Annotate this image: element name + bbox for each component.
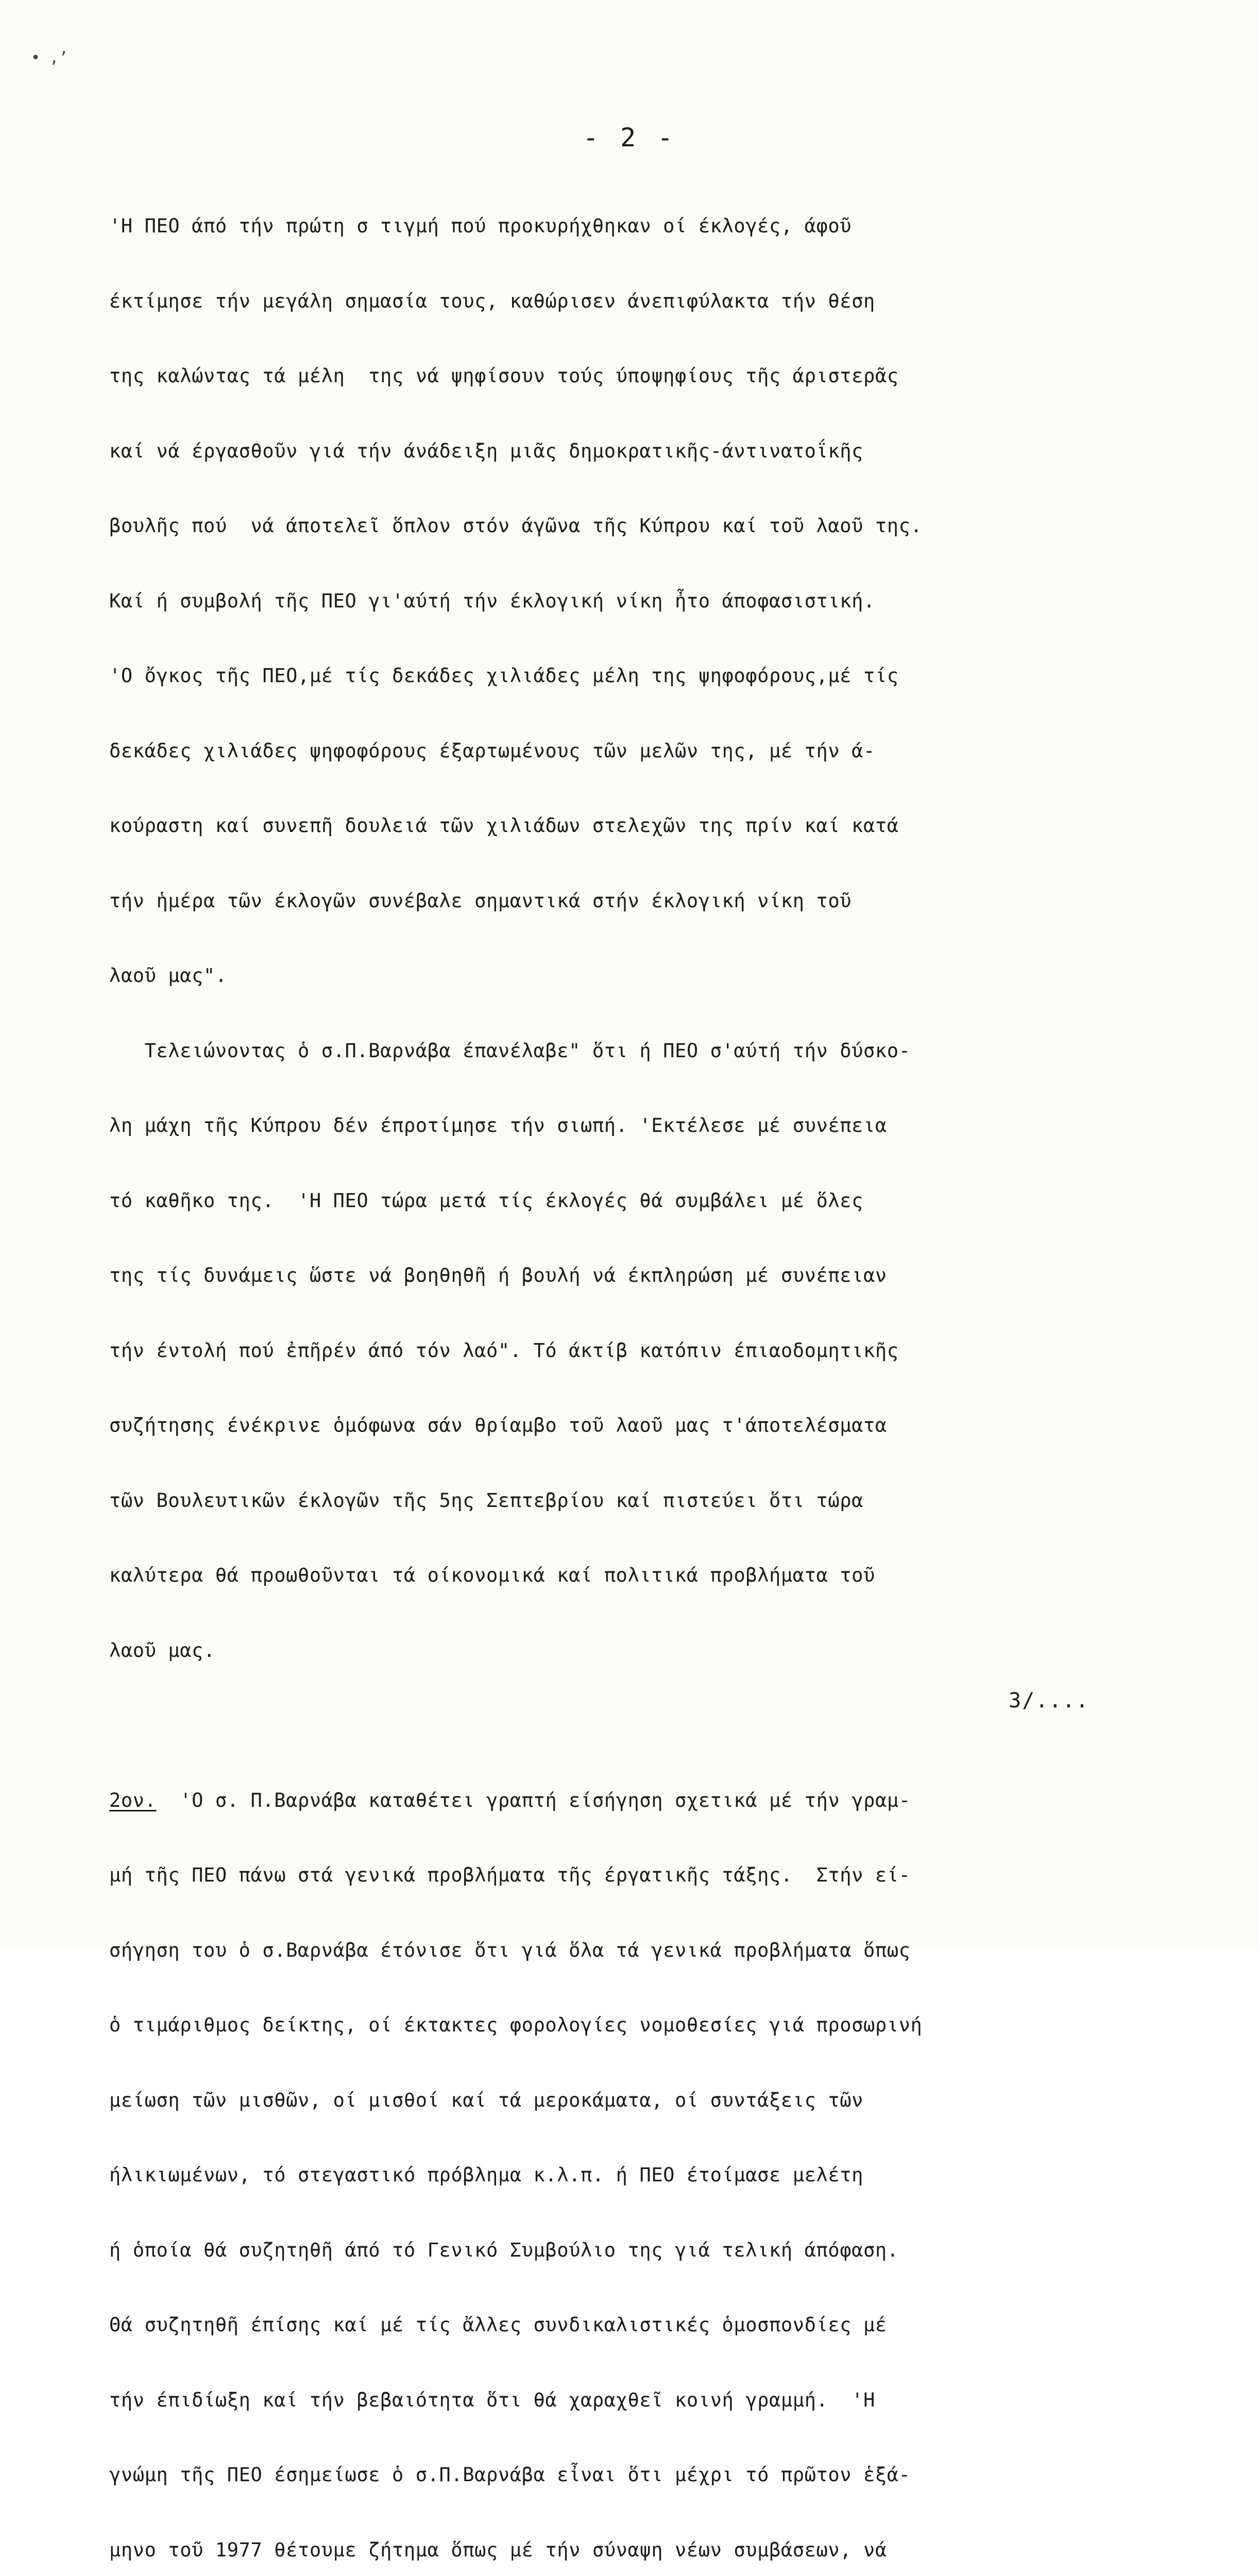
text-line: καί νά έργασθοῦν γιά τήν άνάδειξη μιᾶς δημοκρατικῆς-άντινατοΐκῆς <box>109 439 864 462</box>
text-line: μείωση τῶν μισθῶν, οί μισθοί καί τά μεροκάματα, οί συντάξεις τῶν <box>109 2089 864 2111</box>
text-line: βουλῆς πού νά άποτελεῖ ὅπλον στόν άγῶνα τῆς Κύπρου καί τοῦ λαοῦ της. <box>109 515 923 537</box>
text-line: 'Ο ὄγκος τῆς ΠΕΟ,μέ τίς δεκάδες χιλιάδες μέλη της ψηφοφόρους,μέ τίς <box>109 665 899 687</box>
text-line: λη μάχη τῆς Κύπρου δέν έπροτίμησε τήν σιωπή. 'Εκτέλεσε μέ συνέπεια <box>109 1114 887 1137</box>
text-line: γνώμη τῆς ΠΕΟ έσημείωσε ὁ σ.Π.Βαρνάβα εἶναι ὅτι μέχρι τό πρῶτον ἑξά- <box>109 2464 911 2486</box>
section-number: 2ον. <box>109 1789 157 1811</box>
text-line: μηνο τοῦ 1977 θέτουμε ζήτημα ὅπως μέ τήν σύναψη νέων συμβάσεων, νά <box>109 2538 887 2561</box>
text-line: ήλικιωμένων, τό στεγαστικό πρόβλημα κ.λ.π. ή ΠΕΟ έτοίμασε μελέτη <box>109 2164 864 2186</box>
text-line: δεκάδες χιλιάδες ψηφοφόρους έξαρτωμένους τῶν μελῶν της, μέ τήν ά- <box>109 739 875 762</box>
text-line: τό καθῆκο της. 'Η ΠΕΟ τώρα μετά τίς έκλογές θά συμβάλει μέ ὅλες <box>109 1189 864 1212</box>
text-line: σήγηση του ὁ σ.Βαρνάβα έτόνισε ὅτι γιά ὅλα τά γενικά προβλήματα ὅπως <box>109 1939 911 1961</box>
text-line: κούραστη καί συνεπῆ δουλειά τῶν χιλιάδων στελεχῶν της πρίν καί κατά <box>109 815 899 837</box>
text-line: συζήτησης ένέκρινε ὁμόφωνα σάν θρίαμβο τοῦ λαοῦ μας τ'άποτελέσματα <box>109 1414 887 1436</box>
text-line: τήν έντολή πού ἐπῆρέν άπό τόν λαό". Τό άκτίβ κατόπιν έπιαοδομητικῆς <box>109 1339 899 1362</box>
text-line: τήν ἡμέρα τῶν έκλογῶν συνέβαλε σημαντικά στήν έκλογική νίκη τοῦ <box>109 889 852 912</box>
page-number: - 2 - <box>583 123 676 152</box>
blank-line <box>109 1713 1217 1738</box>
text-line: τήν έπιδίωξη καί τήν βεβαιότητα ὅτι θά χαραχθεῖ κοινή γραμμή. 'Η <box>109 2388 875 2411</box>
text-line: 'Η ΠΕΟ άπό τήν πρώτη σ τιγμή πού προκυρήχθηκαν οί έκλογές, άφοῦ <box>109 215 852 237</box>
text-line: έκτίμησε τήν μεγάλη σημασία τους, καθώρισεν άνεπιφύλακτα τήν θέση <box>109 290 875 312</box>
text-line: Καί ή συμβολή τῆς ΠΕΟ γι'αύτή τήν έκλογική νίκη ἦτο άποφασιστική. <box>109 589 875 612</box>
text-line: ή ὁποία θά συζητηθῆ άπό τό Γενικό Συμβούλιο της γιά τελική άπόφαση. <box>109 2239 899 2261</box>
text-line: Θά συζητηθῆ έπίσης καί μέ τίς ἄλλες συνδικαλιστικές ὁμοσπονδίες μέ <box>109 2314 887 2336</box>
text-line: Τελειώνοντας ὁ σ.Π.Βαρνάβα έπανέλαβε" ὅτι ή ΠΕΟ σ'αύτή τήν δύσκο- <box>109 1039 911 1062</box>
document-body <box>109 164 1217 2576</box>
continuation-mark: 3/.... <box>1009 1689 1090 1713</box>
text-line: τῶν Βουλευτικῶν έκλογῶν τῆς 5ης Σεπτεβρίου καί πιστεύει ὅτι τώρα <box>109 1489 864 1512</box>
text-line: μή τῆς ΠΕΟ πάνω στά γενικά προβλήματα τῆς έργατικῆς τάξης. Στήν εί- <box>109 1864 911 1886</box>
corner-mark: • ,’ <box>31 49 69 67</box>
text-line: λαοῦ μας. <box>109 1639 215 1662</box>
text-line: της καλώντας τά μέλη της νά ψηφίσουν τούς ύποψηφίους τῆς άριστερᾶς <box>109 365 899 387</box>
text-line: καλύτερα θά προωθοῦνται τά οίκονομικά καί πολιτικά προβλήματα τοῦ <box>109 1564 875 1586</box>
section-2-heading-line: 2ον. 'Ο σ. Π.Βαρνάβα καταθέτει γραπτή είσήγηση σχετικά μέ τήν γραμ- <box>109 1789 911 1811</box>
text-line: λαοῦ μας". <box>109 964 227 987</box>
text-line: της τίς δυνάμεις ὥστε νά βοηθηθῆ ή βουλή νά έκπληρώση μέ συνέπειαν <box>109 1264 887 1286</box>
text-line: ὁ τιμάριθμος δείκτης, οί έκτακτες φορολογίες νομοθεσίες γιά προσωρινή <box>109 2014 923 2036</box>
